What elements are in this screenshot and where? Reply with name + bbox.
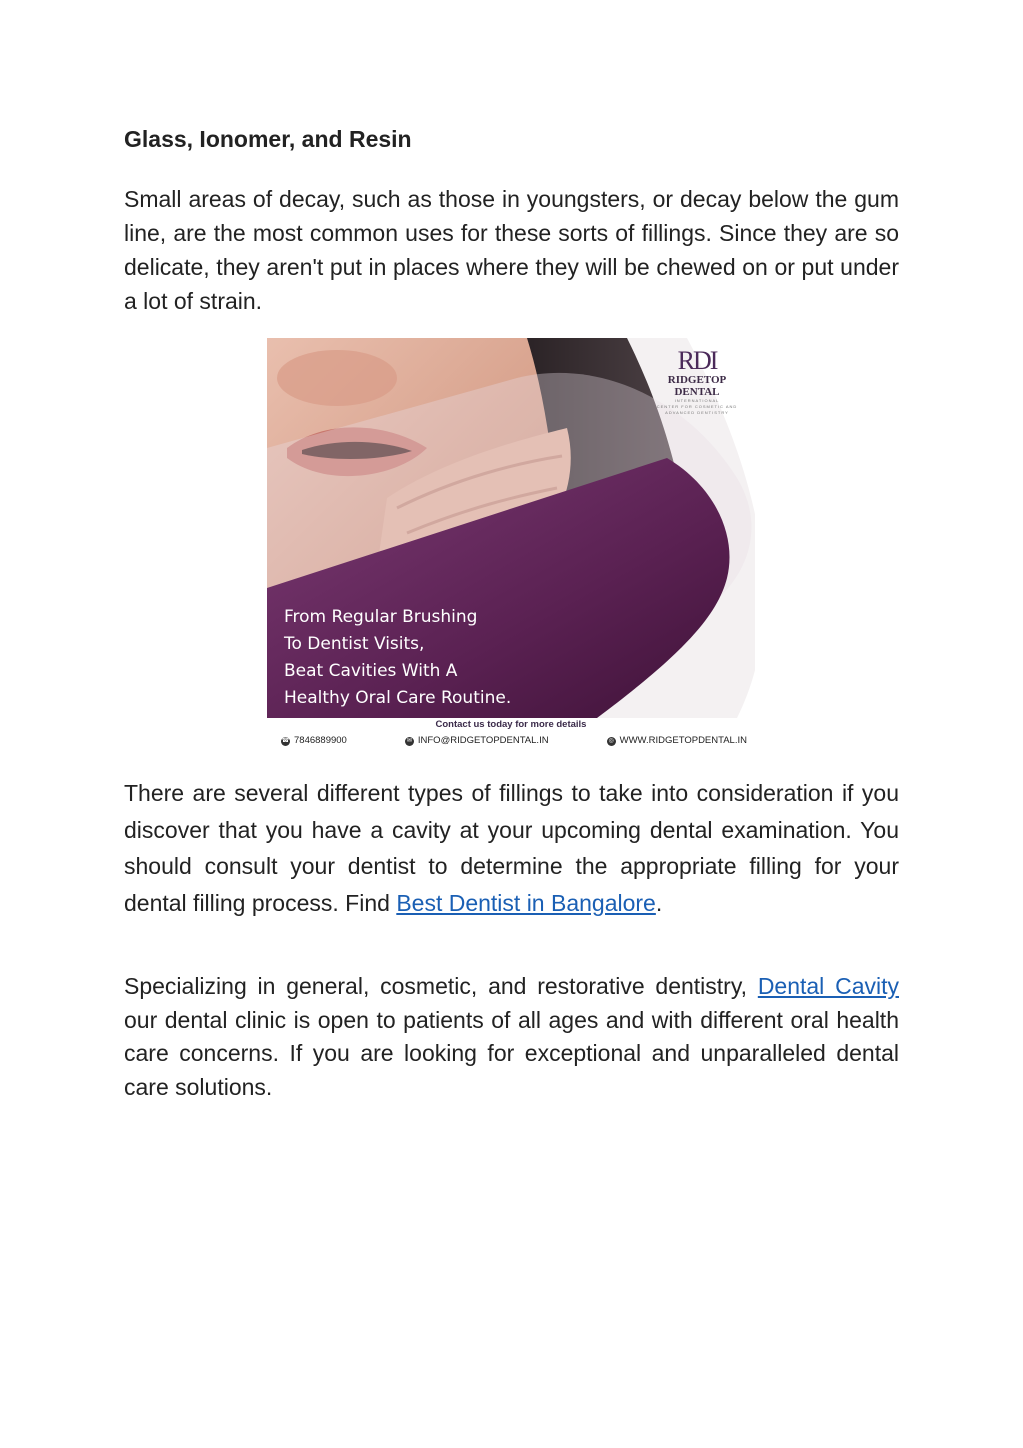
contact-website <box>607 734 747 748</box>
section-heading: Glass, Ionomer, and Resin <box>124 126 412 152</box>
promo-headline <box>284 604 511 712</box>
paragraph-clinic <box>124 970 899 1104</box>
contact-row <box>267 732 755 748</box>
mail-icon: ✉ <box>406 737 412 744</box>
promo-image <box>267 338 755 718</box>
paragraph-text: Specializing in general, cosmetic, and restorative dentistry, <box>124 973 758 999</box>
contact-strip <box>267 718 755 748</box>
contact-title: Contact us today for more details <box>435 719 587 730</box>
clinic-logo <box>647 348 747 416</box>
dental-cavity-link[interactable]: Dental Cavity <box>757 973 899 999</box>
logo-name: RIDGETOP DENTAL <box>667 374 727 398</box>
logo-subtitle: INTERNATIONAL <box>674 398 720 403</box>
headline-line: Healthy Oral Care Routine. <box>284 688 512 708</box>
contact-email <box>405 734 549 748</box>
globe-icon: ◎ <box>608 737 614 744</box>
best-dentist-link[interactable]: Best Dentist in Bangalore <box>396 889 656 916</box>
logo-mark: RDI <box>677 346 717 375</box>
email-address: INFO@RIDGETOPDENTAL.IN <box>417 735 549 746</box>
paragraph-fillings-uses: Small areas of decay, such as those in youngsters, or decay below the gum line, are the most common uses for these sorts of fillings. Since they are so delicate, they aren't put in places where they will be chewed on or put under a lot of strain. <box>124 186 899 314</box>
paragraph-text-end: our dental clinic is open to patients of all ages and with different oral health care concerns. If you are looking for exceptional and unparalleled dental care solutions. <box>124 1006 899 1100</box>
phone-icon: ☎ <box>281 737 290 744</box>
website-address: WWW.RIDGETOPDENTAL.IN <box>619 735 747 746</box>
paragraph-text: There are several different types of fillings to take into consideration if you discover that you have a cavity at your upcoming dental examination. You should consult your dentist to determine the appropriate filling for your dental filling process. Find <box>124 780 899 916</box>
logo-tagline: CENTER FOR COSMETIC AND ADVANCED DENTISTRY <box>656 404 738 415</box>
headline-line: To Dentist Visits, <box>284 634 425 654</box>
contact-phone <box>281 734 347 748</box>
paragraph-filling-types <box>124 775 899 921</box>
phone-number: 7846889900 <box>294 735 347 746</box>
headline-line: Beat Cavities With A <box>284 661 458 681</box>
headline-line: From Regular Brushing <box>284 607 478 627</box>
paragraph-text-end: . <box>655 889 663 916</box>
